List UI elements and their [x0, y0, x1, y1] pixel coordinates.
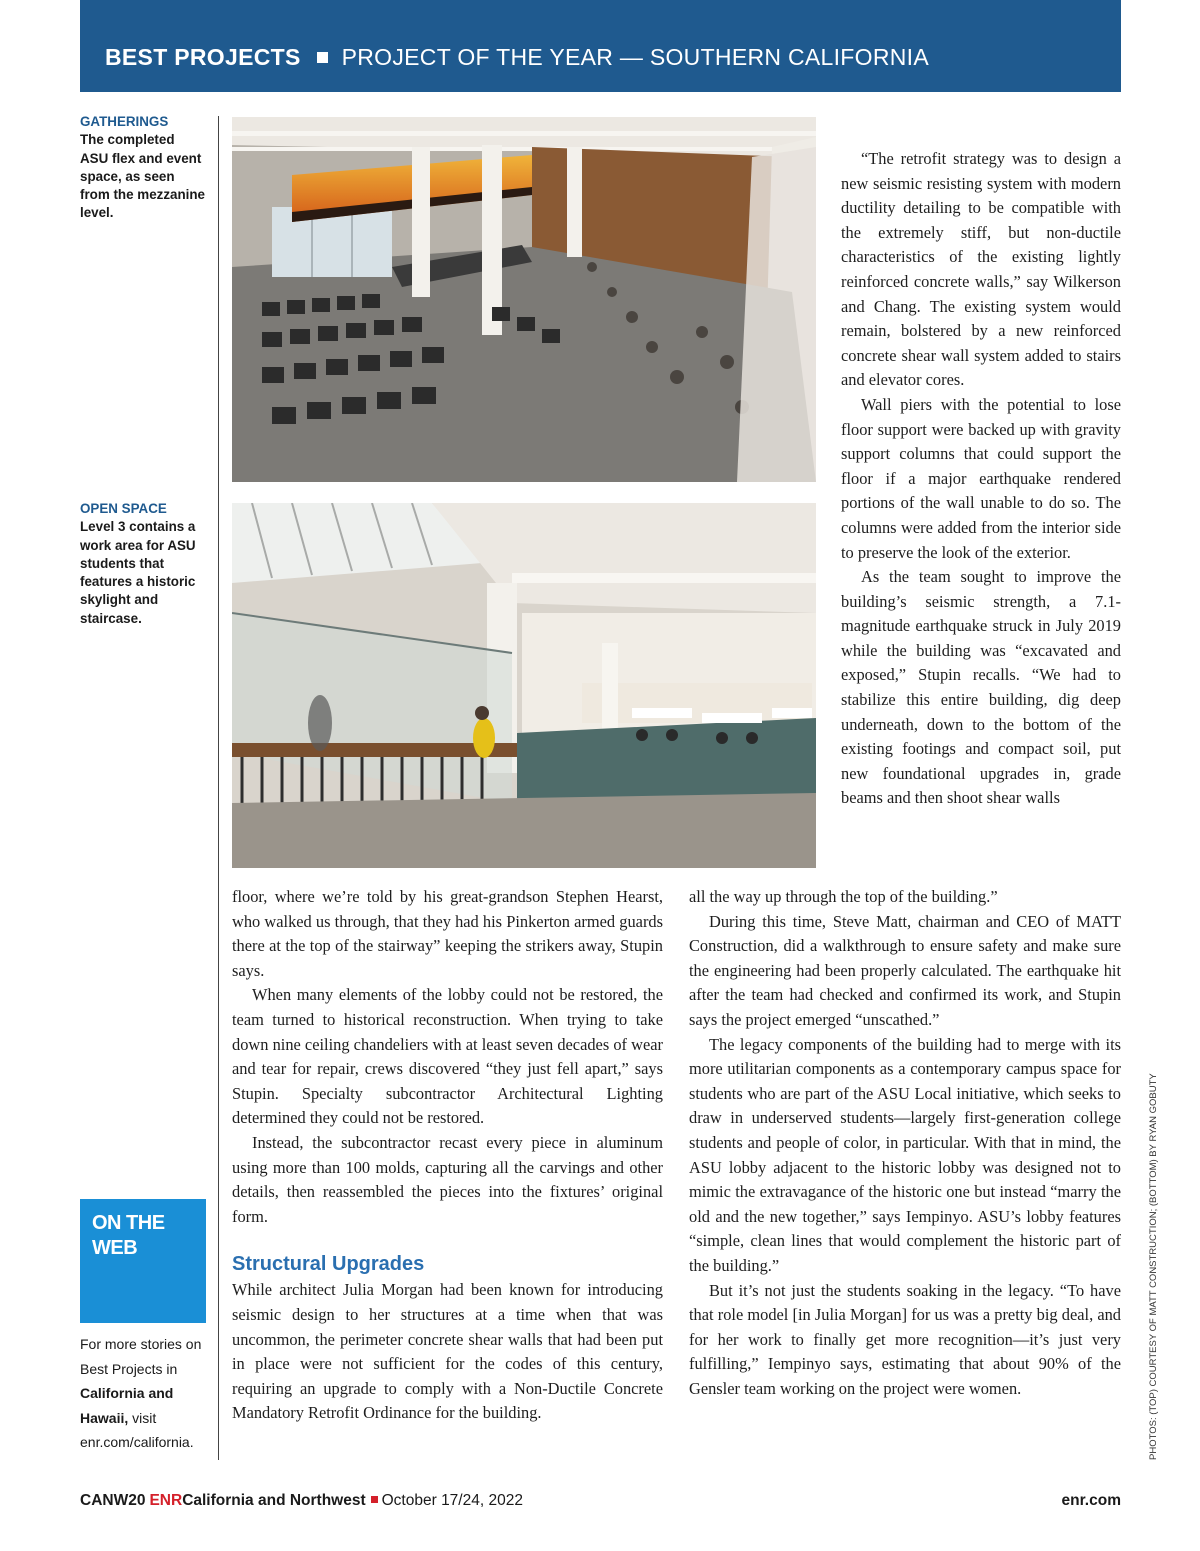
paragraph: Instead, the subcontractor recast every piece in aluminum using more than 100 molds, capturing all the carvings and other details, then reassembled the pieces into the fixtures’ original form. — [232, 1132, 663, 1226]
caption-label: GATHERINGS — [80, 114, 169, 129]
site-url[interactable]: enr.com — [1061, 1492, 1121, 1509]
header-text — [105, 44, 929, 71]
paragraph: But it’s not just the students soaking in the legacy. “To have that role model [in Julia Morgan] for us was a pretty big deal, and for her work to finally get more recognition—it’s just very fulfilling,” Iempinyo says, estimating that about 90% of the Gensler team working on the project were women. — [689, 1280, 1121, 1398]
caption-open-space — [80, 500, 205, 628]
paragraph: While architect Julia Morgan had been known for introducing seismic design to her structures at a time when that was uncommon, the perimeter concrete shear walls that had been put in place were not sufficient for the codes of this century, requiring an upgrade to comply with a Non-Ductile Concrete Mandatory Retrofit Ordinance for the building. — [232, 1280, 663, 1423]
paragraph: The legacy components of the building had to merge with its more utilitarian components as a contemporary campus space for students who are part of the ASU Local initiative, which seeks to draw in underserved students—largely first-generation college students and people of color, in particular. With that in mind, the ASU lobby adjacent to the historic lobby was designed not to mimic the extravagance of the historic one but instead “marry the old and the new together,” says Iempinyo. ASU’s lobby features “simple, clean lines that would complement the historic part of the building.” — [689, 1034, 1121, 1275]
on-the-web-box — [80, 1199, 206, 1323]
section-title: BEST PROJECTS — [105, 44, 301, 70]
paragraph: “The retrofit strategy was to design a new seismic resisting system with modern ductility detailing to be compatible with the extremely stiff, but non-ductile characteristics of the existing lightly reinforced concrete walls,” say Wilkerson and Chang. The existing system would remain, bolstered by a new reinforced concrete shear wall system added to stairs and elevator cores. — [841, 149, 1121, 390]
photo-event-space — [232, 117, 816, 482]
article-left-column — [232, 885, 663, 1426]
article-right-column — [689, 885, 1121, 1401]
article-right-top — [841, 147, 1121, 811]
footer — [80, 1492, 1121, 1516]
on-the-web-text — [80, 1332, 210, 1455]
on-the-web-title: ON THE WEB — [92, 1212, 165, 1259]
photo-credit: PHOTOS: (TOP) COURTESY OF MATT CONSTRUCTION; (BOTTOM) BY RYAN GOBUTY — [1148, 1073, 1159, 1460]
footer-left — [80, 1492, 523, 1510]
issue-date: October 17/24, 2022 — [381, 1492, 523, 1509]
web-text-part: For more stories on Best Projects in — [80, 1336, 202, 1377]
publication-name: California and Northwest — [182, 1492, 366, 1509]
section-subtitle: PROJECT OF THE YEAR — SOUTHERN CALIFORNIA — [341, 44, 929, 70]
paragraph: Wall piers with the potential to lose floor support were backed up with gravity support columns that could support the floor if a major earthquake rendered portions of the wall unable to do so. The columns were added from the interior side to preserve the look of the exterior. — [841, 394, 1121, 562]
paragraph: As the team sought to improve the building’s seismic strength, a 7.1-magnitude earthquake struck in July 2019 while the building was “excavated and exposed,” Stupin recalls. “We had to stabilize this entire building, dig deep underneath, down to the bottom of the existing footings and compact soil, put new foundational upgrades in, grade beams and then shoot shear walls — [841, 567, 1121, 808]
header-banner — [80, 0, 1121, 92]
square-bullet-icon — [317, 52, 328, 63]
square-bullet-icon — [371, 1496, 378, 1503]
web-text-part: visit enr.com/california. — [80, 1409, 194, 1451]
paragraph: floor, where we’re told by his great-grandson Stephen Hearst, who walked us through, that they had his Pinkerton armed guards there at the top of the stairway” keeping the strikers away, Stupin says. — [232, 887, 663, 980]
paragraph: all the way up through the top of the building.” — [689, 887, 998, 906]
photo-open-space — [232, 503, 816, 868]
caption-label: OPEN SPACE — [80, 501, 167, 516]
caption-gatherings — [80, 113, 205, 223]
subhead: Structural Upgrades — [232, 1253, 425, 1276]
caption-text: Level 3 contains a work area for ASU students that features a historic skylight and staircase. — [80, 519, 196, 626]
web-text-highlight: California and Hawaii, — [80, 1385, 174, 1426]
page-number: CANW20 — [80, 1492, 146, 1509]
caption-text: The completed ASU flex and event space, as seen from the mezzanine level. — [80, 132, 206, 221]
column-divider — [218, 116, 219, 1460]
paragraph: When many elements of the lobby could not be restored, the team turned to historical reconstruction. When trying to take down nine ceiling chandeliers with at least seven decades of wear and tear for repair, crews discovered “they just fell apart,” says Stupin. Specialty subcontractor Architectural Lighting determined they could not be restored. — [232, 985, 663, 1128]
paragraph: During this time, Steve Matt, chairman and CEO of MATT Construction, did a walkthrough to ensure safety and make sure the engineering had been properly calculated. The earthquake hit after the team had checked and confirmed its work, and Stupin says the project emerged “unscathed.” — [689, 911, 1121, 1029]
enr-logo: ENR — [149, 1492, 183, 1509]
